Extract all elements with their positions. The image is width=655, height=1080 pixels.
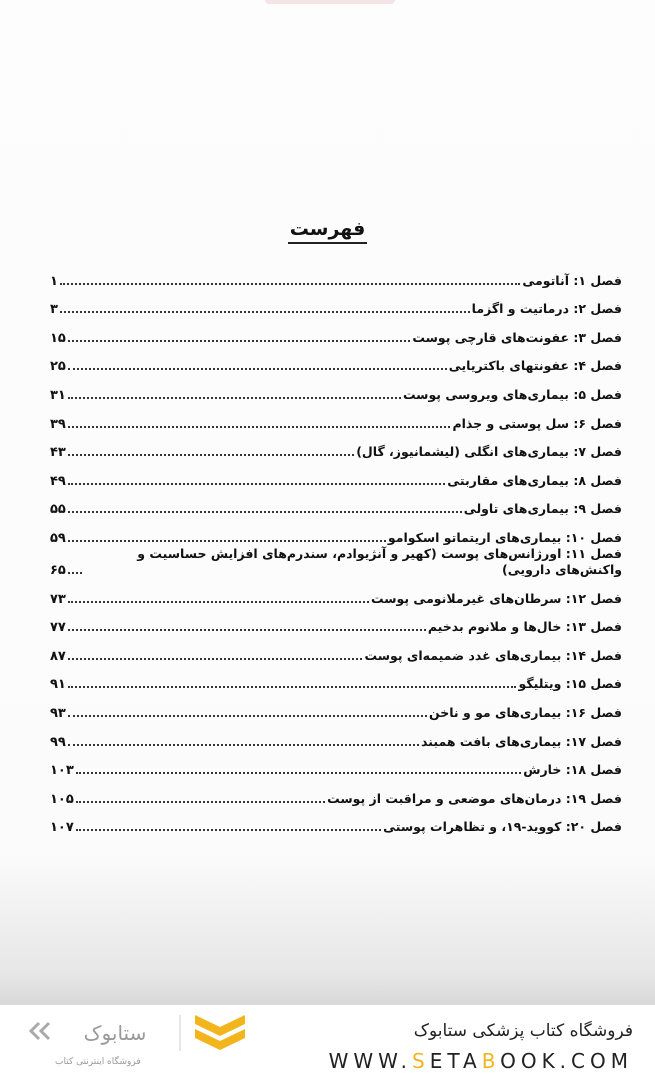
dot-leader <box>68 368 447 370</box>
toc-entry-label: فصل ۶: سل پوستی و جذام <box>452 415 622 431</box>
toc-entry <box>50 517 622 546</box>
toc-entry <box>50 289 622 318</box>
toc-entry-label: فصل ۱۷: بیماری‌های بافت همبند <box>421 733 622 749</box>
toc-entry <box>50 807 622 836</box>
toc-entry-label: فصل ۱۳: خال‌ها و ملانوم بدخیم <box>427 619 622 635</box>
dot-leader <box>76 801 325 803</box>
toc-entry-page: ۵۵ <box>50 502 66 518</box>
url-part: WWW. <box>328 1049 413 1073</box>
toc-entry <box>50 403 622 432</box>
toc-entry-label: فصل ۱: آناتومی <box>522 272 622 288</box>
toc-entry-page: ۹۹ <box>50 734 66 750</box>
dot-leader <box>68 340 411 342</box>
toc-entry-page: ۱۰۳ <box>50 763 74 779</box>
dot-leader <box>68 454 354 456</box>
url-part: ETA <box>429 1049 482 1073</box>
toc-entry-label: فصل ۲: درماتیت و اگزما <box>471 301 622 317</box>
dot-leader <box>76 772 521 774</box>
dot-leader <box>68 744 419 746</box>
store-name: فروشگاه کتاب پزشکی ستابوک <box>413 1021 633 1041</box>
toc-entry <box>50 546 622 578</box>
toc-entry-label: فصل ۱۱: اورژانس‌های پوست (کهیر و آنژیوادم، سندرم‌های افزایش حساسیت و واکنش‌های دارویی) <box>137 545 622 577</box>
toc-entry-label: فصل ۴: عفونتهای باکتریایی <box>448 358 622 374</box>
page-title <box>0 218 655 240</box>
toc-entry <box>50 432 622 461</box>
toc-entry <box>50 635 622 664</box>
url-part: OOK.COM <box>500 1049 633 1073</box>
toc-entry-page: ۱۰۷ <box>50 820 74 836</box>
toc-entry <box>50 692 622 721</box>
toc-entry-page: ۶۵ <box>50 562 66 578</box>
toc-entry-label: فصل ۱۵: ویتلیگو <box>518 676 622 692</box>
toc-entry-page: ۹۱ <box>50 677 66 693</box>
toc-entry <box>50 750 622 779</box>
toc-entry-page: ۷۷ <box>50 620 66 636</box>
dot-leader <box>68 658 363 660</box>
toc-entry <box>50 260 622 289</box>
toc-entry-page: ۳ <box>50 302 58 318</box>
toc-entry <box>50 346 622 375</box>
url-part-accent: S <box>412 1049 430 1073</box>
toc-entry <box>50 607 622 636</box>
dot-leader <box>60 311 470 313</box>
dot-leader <box>68 483 445 485</box>
toc-entry <box>50 460 622 489</box>
toc-entry <box>50 317 622 346</box>
toc-entry-label: فصل ۱۴: بیماری‌های غدد ضمیمه‌ای پوست <box>364 647 622 663</box>
dot-leader <box>60 283 520 285</box>
toc-entry <box>50 664 622 693</box>
toc-entry <box>50 578 622 607</box>
toc-entry-page: ۳۹ <box>50 416 66 432</box>
toc-entry <box>50 489 622 518</box>
toc-entry-page: ۴۳ <box>50 445 66 461</box>
store-url[interactable] <box>329 1049 633 1073</box>
toc-entry-label: فصل ۸: بیماری‌های مقاربتی <box>447 472 622 488</box>
toc-entry-page: ۱۵ <box>50 330 66 346</box>
toc-entry-page: ۳۱ <box>50 387 66 403</box>
toc-entry <box>50 374 622 403</box>
dot-leader <box>68 686 517 688</box>
toc-entry-page: ۴۹ <box>50 473 66 489</box>
dot-leader <box>68 629 426 631</box>
toc-entry-page: ۸۷ <box>50 648 66 664</box>
dot-leader <box>68 601 369 603</box>
toc-entry-page: ۱ <box>50 273 58 289</box>
dot-leader <box>68 511 462 513</box>
toc-entry-label: فصل ۱۶: بیماری‌های مو و ناخن <box>428 704 622 720</box>
toc-entry-page: ۵۹ <box>50 530 66 546</box>
toc-entry-page: ۷۳ <box>50 591 66 607</box>
dot-leader <box>68 397 401 399</box>
dot-leader <box>76 829 381 831</box>
toc-entry-page: ۱۰۵ <box>50 791 74 807</box>
dot-leader <box>68 715 427 717</box>
dot-leader <box>68 572 82 574</box>
url-part-accent: B <box>481 1049 501 1073</box>
toc-entry-label: فصل ۱۰: بیماری‌های اریتماتو اسکوامو <box>387 529 622 545</box>
toc-entry-label: فصل ۵: بیماری‌های ویروسی پوست <box>402 386 622 402</box>
toc-entry-label: فصل ۳: عفونت‌های قارچی پوست <box>412 329 622 345</box>
toc-entry-label: فصل ۹: بیماری‌های تاولی <box>463 501 622 517</box>
toc-entry <box>50 778 622 807</box>
toc-entry-page: ۲۵ <box>50 359 66 375</box>
toc-entry-label: فصل ۱۸: خارش <box>523 762 622 778</box>
toc-entry-label: فصل ۱۲: سرطان‌های غیرملانومی پوست <box>371 590 622 606</box>
chevron-logo-icon <box>195 1015 245 1050</box>
logo-tagline: فروشگاه اینترنتی کتاب <box>55 1057 141 1067</box>
dot-leader <box>68 540 386 542</box>
page-edge-mark <box>265 0 395 4</box>
toc-entry-page: ۹۳ <box>50 705 66 721</box>
double-chevron-icon <box>31 1023 49 1039</box>
toc-entry-label: فصل ۱۹: درمان‌های موضعی و مراقبت از پوست <box>327 790 622 806</box>
toc-entry-label: فصل ۲۰: کووید-۱۹، و تظاهرات پوستی <box>383 819 622 835</box>
title-text: فهرست <box>288 218 368 244</box>
logo-wordmark: ستابوک <box>83 1021 147 1045</box>
footer-banner <box>0 1005 655 1080</box>
toc-entry-label: فصل ۷: بیماری‌های انگلی (لیشمانیوز، گال) <box>356 444 622 460</box>
toc-entry <box>50 721 622 750</box>
dot-leader <box>68 426 451 428</box>
table-of-contents <box>50 260 622 835</box>
setabook-logo <box>25 1013 250 1053</box>
